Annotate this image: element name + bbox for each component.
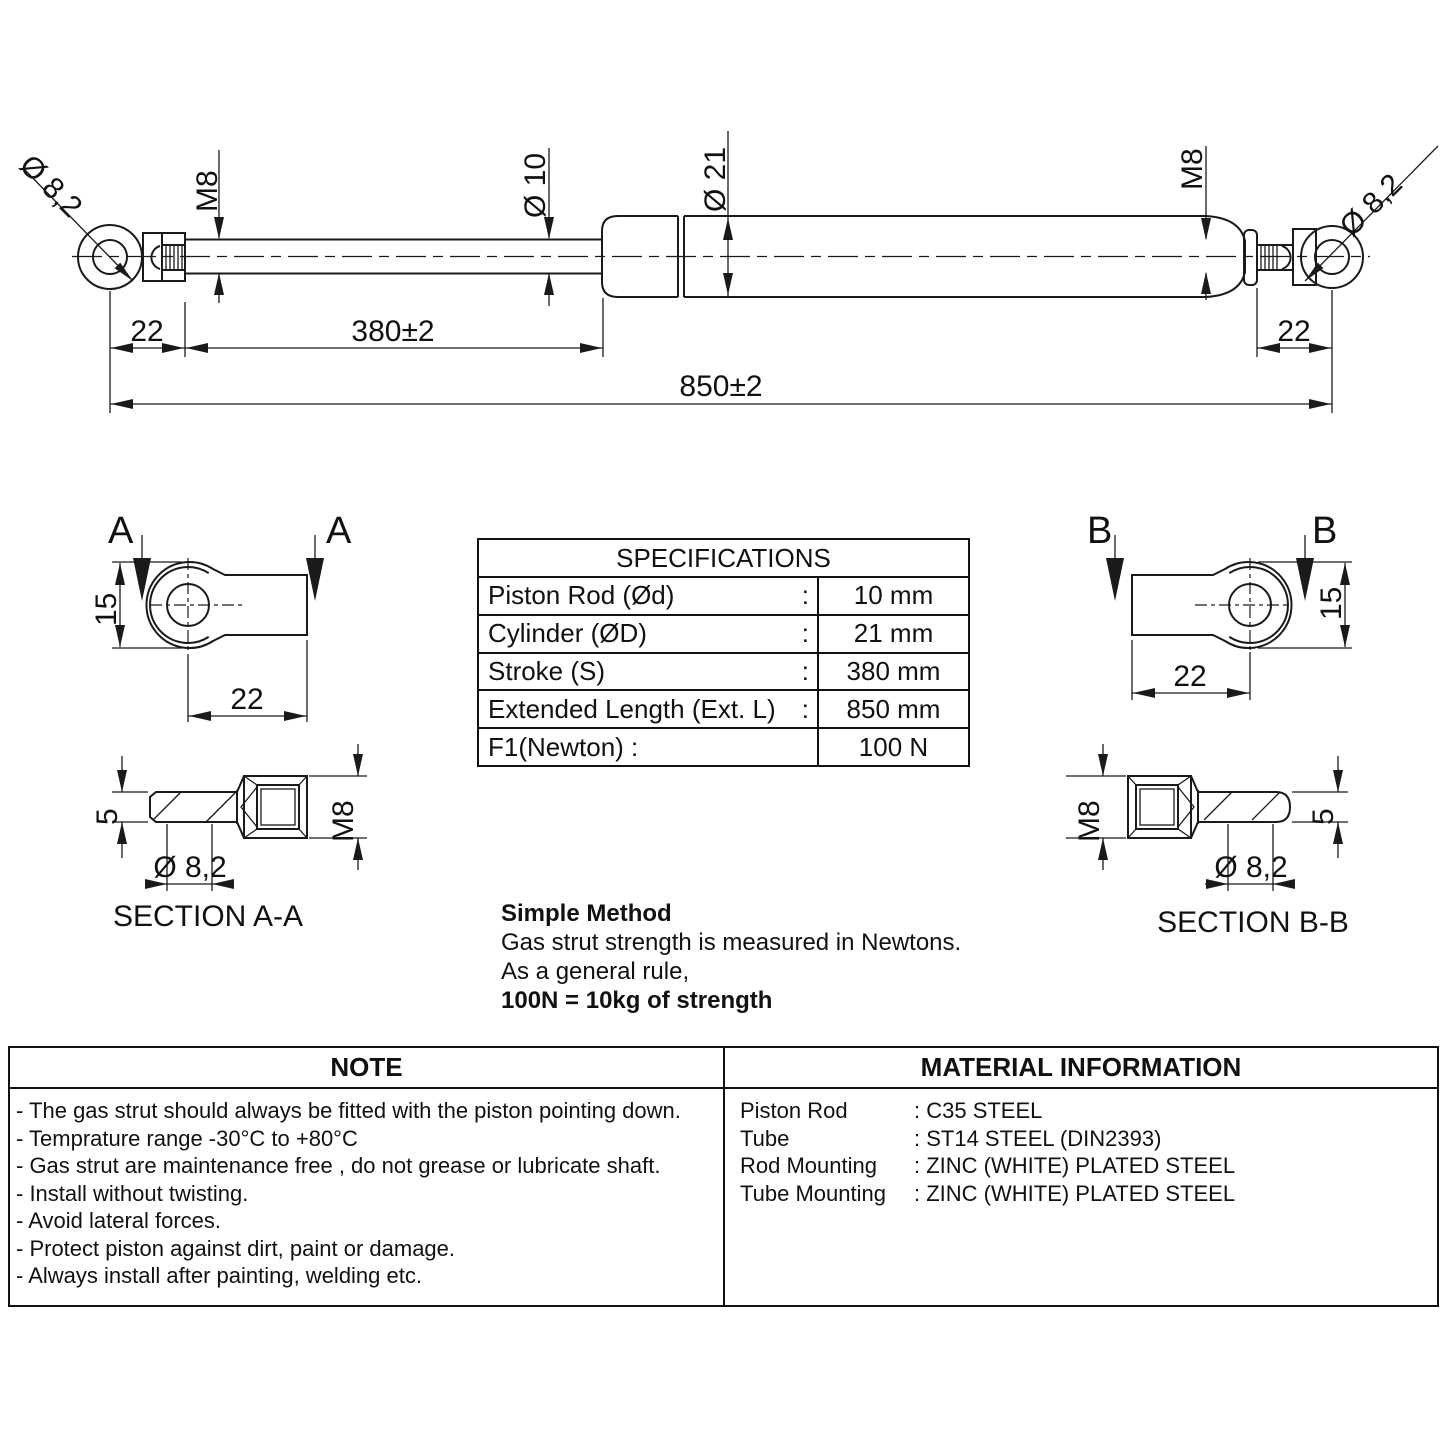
simple-method-line-2: As a general rule, xyxy=(501,958,690,985)
material-label: Tube xyxy=(740,1125,790,1151)
section-a-letter-2: A xyxy=(326,510,352,552)
specifications-title: SPECIFICATIONS xyxy=(616,542,831,573)
simple-method-line-1: Gas strut strength is measured in Newtons. xyxy=(501,929,962,956)
section-a-dia82-label: Ø 8,2 xyxy=(153,851,227,884)
simple-method-line-3: 100N = 10kg of strength xyxy=(501,987,773,1014)
section-a-caption: SECTION A-A xyxy=(112,900,304,933)
section-b-dim-5 xyxy=(1292,756,1348,858)
spec-colon: : xyxy=(801,618,809,649)
section-b-dim-22-label: 22 xyxy=(1173,660,1207,693)
spec-row-piston-rod xyxy=(479,576,968,614)
spec-label: Piston Rod (Ød) xyxy=(488,580,675,611)
dim-850 xyxy=(110,370,1332,409)
section-b-letter-1: B xyxy=(1087,510,1113,552)
dim-850-label: 850±2 xyxy=(679,370,763,403)
right-thread-lines xyxy=(1261,246,1277,269)
spec-label: F1(Newton) : xyxy=(488,731,639,762)
section-b-dim-5-label: 5 xyxy=(1307,808,1340,825)
material-value: : ZINC (WHITE) PLATED STEEL xyxy=(914,1153,1236,1178)
section-a-cut-arrow-2 xyxy=(306,558,324,601)
note-item: - Gas strut are maintenance free , do not grease or lubricate shaft. xyxy=(16,1153,661,1178)
simple-method-block xyxy=(501,899,971,1015)
note-item: - Avoid lateral forces. xyxy=(16,1208,222,1233)
note-item: - Install without twisting. xyxy=(16,1180,249,1206)
material-value: : C35 STEEL xyxy=(914,1098,1043,1123)
m8-left-label: M8 xyxy=(191,170,224,212)
section-b-letter-2: B xyxy=(1312,510,1338,552)
material-row xyxy=(740,1125,1437,1153)
spec-label: Extended Length (Ext. L) xyxy=(488,693,776,724)
material-value: : ST14 STEEL (DIN2393) xyxy=(914,1125,1162,1151)
dia21-dim xyxy=(699,131,733,296)
section-a-dim-5-label: 5 xyxy=(91,808,124,825)
note-item: - Temprature range -30°C to +80°C xyxy=(16,1125,358,1151)
spec-colon: : xyxy=(801,580,809,611)
section-a-dia82-dim xyxy=(145,824,234,891)
dia82-right-leader xyxy=(1305,146,1438,281)
strut-side-view xyxy=(13,131,1438,413)
dia21-label: Ø 21 xyxy=(699,146,732,212)
specifications-table xyxy=(477,538,970,767)
dim-22-right-label: 22 xyxy=(1277,315,1311,348)
section-a-dim-15-label: 15 xyxy=(90,592,123,626)
spec-row-stroke xyxy=(479,652,968,690)
dim-380 xyxy=(185,315,603,353)
dim-380-label: 380±2 xyxy=(351,315,435,348)
section-b-m8-dim xyxy=(1066,744,1126,870)
spec-value: 21 mm xyxy=(853,618,934,649)
material-label: Tube Mounting xyxy=(740,1180,886,1206)
dia10-label: Ø 10 xyxy=(519,152,552,218)
section-a xyxy=(90,510,367,933)
spec-label: Stroke (S) xyxy=(488,655,606,686)
note-item: - Protect piston against dirt, paint or damage. xyxy=(16,1235,456,1261)
dia10-dim xyxy=(519,148,554,306)
material-row xyxy=(740,1180,1437,1208)
material-label: Rod Mounting xyxy=(740,1153,877,1178)
dia82-right-label: Ø 8,2 xyxy=(1333,167,1409,243)
m8-right-label: M8 xyxy=(1176,148,1209,190)
section-a-letter-1: A xyxy=(108,510,134,552)
section-b-m8-label: M8 xyxy=(1073,800,1106,842)
dia82-left-label: Ø 8,2 xyxy=(13,148,89,224)
spec-value: 380 mm xyxy=(846,655,941,686)
m8-right-dim xyxy=(1176,146,1211,300)
section-b-top-view xyxy=(1132,558,1292,652)
section-b-cut-arrow-2 xyxy=(1296,558,1314,601)
section-a-m8-dim xyxy=(309,744,367,870)
section-b-dia82-dim xyxy=(1205,824,1295,891)
material-row xyxy=(740,1097,1437,1125)
section-a-cut-view xyxy=(150,776,307,838)
spec-row-f1-newton xyxy=(479,727,968,765)
spec-colon: : xyxy=(801,655,809,686)
section-a-dim-5 xyxy=(91,756,148,858)
dim-22-left-label: 22 xyxy=(130,315,164,348)
spec-row-extended-length xyxy=(479,689,968,727)
note-list xyxy=(10,1089,725,1305)
material-title: MATERIAL INFORMATION xyxy=(920,1052,1242,1082)
section-a-dim-22 xyxy=(188,640,307,722)
note-item: - The gas strut should always be fitted with the piston pointing down. xyxy=(16,1098,681,1123)
spec-value: 10 mm xyxy=(853,580,934,611)
simple-method-title: Simple Method xyxy=(501,900,672,927)
section-a-m8-label: M8 xyxy=(327,800,360,842)
spec-colon: : xyxy=(801,693,809,724)
spec-value: 850 mm xyxy=(846,693,941,724)
section-b-caption: SECTION B-B xyxy=(1157,906,1349,939)
spec-label: Cylinder (ØD) xyxy=(488,618,647,649)
note-item: - Always install after painting, welding etc. xyxy=(16,1263,422,1288)
dim-22-left xyxy=(110,315,185,353)
dim-22-right xyxy=(1257,315,1332,353)
material-label: Piston Rod xyxy=(740,1098,848,1123)
note-material-header xyxy=(10,1048,1437,1089)
material-row xyxy=(740,1152,1437,1180)
spec-row-cylinder xyxy=(479,614,968,652)
material-value: : ZINC (WHITE) PLATED STEEL xyxy=(914,1180,1236,1206)
dia82-left-leader xyxy=(13,149,133,281)
spec-value: 100 N xyxy=(858,731,929,762)
section-a-dim-22-label: 22 xyxy=(230,683,264,716)
left-thread-lines xyxy=(166,246,182,269)
material-list xyxy=(725,1089,1437,1305)
section-b xyxy=(1066,510,1352,939)
section-b-dia82-label: Ø 8,2 xyxy=(1214,851,1288,884)
note-material-body xyxy=(10,1089,1437,1305)
note-title: NOTE xyxy=(10,1048,725,1087)
section-b-cut-view xyxy=(1128,776,1290,838)
section-b-dim-15-label: 15 xyxy=(1315,586,1348,620)
note-material-table xyxy=(8,1046,1439,1307)
section-b-dim-22 xyxy=(1132,640,1250,700)
section-a-top-view xyxy=(146,558,307,655)
section-b-cut-arrow-1 xyxy=(1106,558,1124,601)
m8-left-dim xyxy=(191,150,224,303)
